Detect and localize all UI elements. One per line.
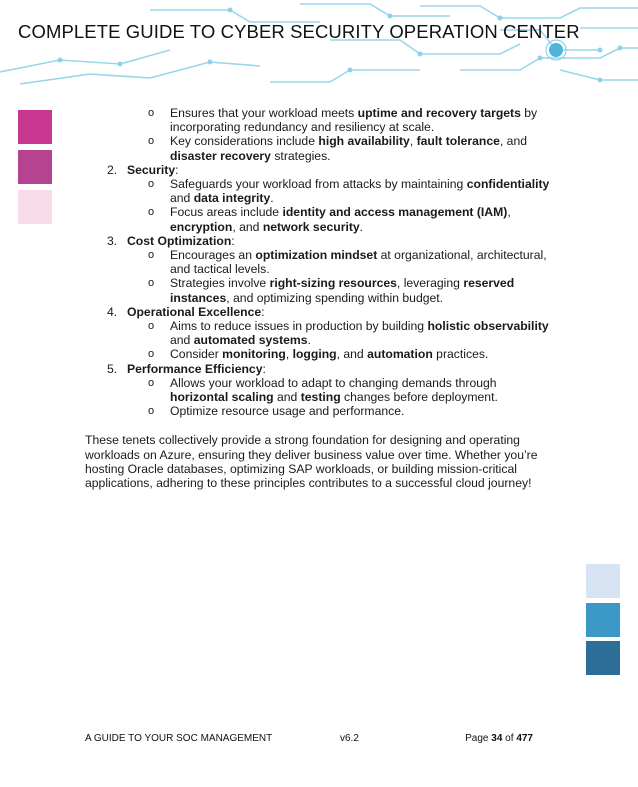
footer-version: v6.2	[340, 733, 359, 744]
bold-term: optimization mindset	[255, 248, 378, 263]
main-content	[85, 106, 555, 502]
pillar-item	[85, 234, 555, 248]
sub-bullet-item	[85, 276, 555, 304]
decor-square-blue-mid	[586, 603, 620, 637]
bold-term: data integrity	[193, 191, 271, 206]
closing-paragraph: These tenets collectively provide a strong foundation for designing and operating workloads on Azure, ensuring they deliver business value over time. Whether you’re hosting Oracle databases, optimizing SAP workloads, or building mission-critical applications, adhering to these principles contributes to a successful cloud journey!	[85, 433, 538, 491]
bullet-text: Aims to reduce issues in production by building	[170, 319, 428, 334]
sub-bullet-item	[85, 248, 555, 276]
bold-term: logging	[292, 347, 337, 362]
decor-square-pink-mid	[18, 150, 52, 184]
header-circuit-decoration	[0, 0, 638, 92]
bullet-text: and	[170, 333, 194, 348]
decor-square-blue-dark	[586, 641, 620, 675]
sub-bullet-item	[85, 177, 555, 205]
page-prefix: Page	[465, 733, 492, 744]
bullet-text: at organizational, architectural, and tactical levels.	[170, 248, 547, 277]
pillar-name: Operational Excellence	[127, 304, 262, 319]
bullet-marker: o	[148, 277, 155, 290]
sub-bullet-item	[85, 134, 555, 162]
bold-term: identity and access management (IAM)	[282, 205, 508, 220]
bullet-text: Encourages an	[170, 248, 256, 263]
bold-term: horizontal scaling	[170, 390, 274, 405]
bold-term: holistic observability	[427, 319, 549, 334]
bold-term: encryption	[170, 219, 233, 234]
pillar-colon: :	[231, 233, 235, 248]
decor-square-pink-light	[18, 190, 52, 224]
page-current: 34	[491, 733, 503, 744]
bullet-text: changes before deployment.	[340, 390, 498, 405]
bullet-text: ,	[409, 134, 417, 149]
sub-bullet-item	[85, 347, 555, 361]
bullet-marker: o	[148, 405, 155, 418]
decor-square-blue-light	[586, 564, 620, 598]
bold-term: automation	[367, 347, 433, 362]
bullet-marker: o	[148, 376, 155, 389]
bullet-text: Key considerations include	[170, 134, 319, 149]
pillar-name: Performance Efficiency	[127, 361, 263, 376]
sub-bullet-item	[85, 205, 555, 233]
page-of: of	[502, 733, 517, 744]
sub-bullet-item	[85, 404, 555, 418]
bullet-text: and	[170, 191, 194, 206]
pillar-colon: :	[262, 361, 266, 376]
pillar-number: 5.	[107, 361, 118, 376]
reliability-bullets	[85, 106, 555, 163]
bold-term: disaster recovery	[170, 148, 271, 163]
page-footer	[85, 733, 533, 747]
pillar-item	[85, 163, 555, 177]
bullet-marker: o	[148, 206, 155, 219]
bullet-text: , and	[336, 347, 368, 362]
bullet-text: by incorporating redundancy and resiliency at scale.	[170, 106, 538, 135]
pillar-colon: :	[261, 304, 265, 319]
bold-term: reserved instances	[170, 276, 515, 305]
circuit-pattern	[0, 0, 638, 92]
page-total: 477	[516, 733, 533, 744]
sub-bullet-item	[85, 376, 555, 404]
bullet-text: .	[270, 191, 274, 206]
document-title: COMPLETE GUIDE TO CYBER SECURITY OPERATION CENTER	[18, 21, 580, 42]
page-number	[465, 733, 533, 744]
bullet-text: Focus areas include	[170, 205, 283, 220]
footer-doc-title: A GUIDE TO YOUR SOC MANAGEMENT	[85, 733, 273, 744]
bold-term: right-sizing resources	[269, 276, 397, 291]
sub-bullet-item	[85, 319, 555, 347]
bullet-text: , and	[499, 134, 528, 149]
bullet-text: .	[307, 333, 311, 348]
bullet-marker: o	[148, 135, 155, 148]
pillar-list	[85, 163, 555, 419]
bold-term: automated systems	[193, 333, 308, 348]
pillar-item	[85, 362, 555, 376]
decor-square-pink-dark	[18, 110, 52, 144]
bullet-text: Allows your workload to adapt to changing demands through	[170, 375, 497, 390]
pillar-name: Cost Optimization	[127, 233, 232, 248]
bold-term: confidentiality	[466, 177, 550, 192]
pillar-number: 4.	[107, 304, 118, 319]
sub-bullet-item	[85, 106, 555, 134]
bold-term: uptime and recovery targets	[357, 106, 521, 120]
bullet-text: strategies.	[270, 148, 331, 163]
pillar-colon: :	[175, 162, 179, 177]
bullet-marker: o	[148, 178, 155, 191]
bullet-text: Safeguards your workload from attacks by maintaining	[170, 177, 467, 192]
bullet-marker: o	[148, 320, 155, 333]
bullet-marker: o	[148, 348, 155, 361]
pillar-item	[85, 305, 555, 319]
bold-term: testing	[300, 390, 341, 405]
bullet-text: and	[273, 390, 301, 405]
bullet-text: ,	[507, 205, 511, 220]
bullet-marker: o	[148, 107, 155, 119]
bullet-text: , and optimizing spending within budget.	[226, 290, 444, 305]
bold-term: fault tolerance	[416, 134, 500, 149]
pillar-number: 3.	[107, 233, 118, 248]
bullet-text: Strategies involve	[170, 276, 270, 291]
pillar-number: 2.	[107, 162, 118, 177]
bullet-text: .	[359, 219, 364, 234]
bullet-text: ,	[285, 347, 293, 362]
bold-term: network security	[262, 219, 360, 234]
bold-term: monitoring	[222, 347, 286, 362]
bullet-marker: o	[148, 249, 155, 262]
bullet-text: practices.	[432, 347, 489, 362]
bullet-text: Ensures that your workload meets	[170, 106, 358, 120]
bullet-text: Optimize resource usage and performance.	[170, 404, 405, 419]
pillar-name: Security	[127, 162, 176, 177]
bullet-text: , leveraging	[396, 276, 464, 291]
bold-term: high availability	[318, 134, 410, 149]
bullet-text: , and	[232, 219, 263, 234]
bullet-text: Consider	[170, 347, 223, 362]
